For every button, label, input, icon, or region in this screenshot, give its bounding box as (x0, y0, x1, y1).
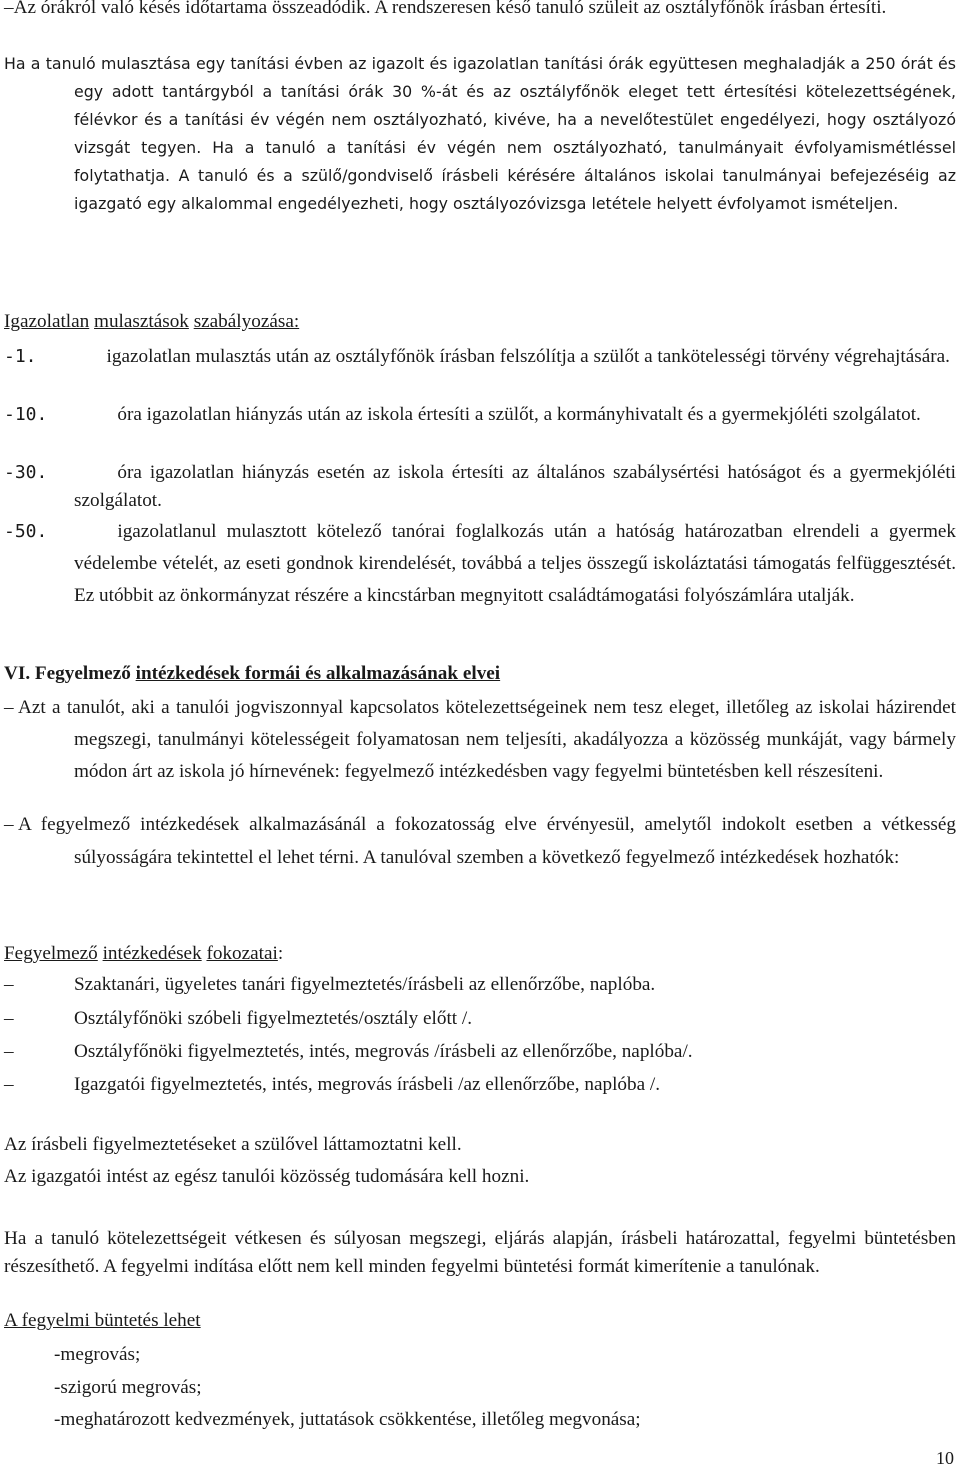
paragraph-disciplinary-basis: – Azt a tanulót, aki a tanulói jogviszonnyal kapcsolatos kötelezettségeinek nem tesz eleget, illetőleg az iskolai házirendet megszegi, tanulmányi kötelességeit folyamatosan nem teljesíti, akadályozza a közösség munkáját, vagy bármely módon árt az iskola jó hírnevének: fegyelmező intézkedésben vagy fegyelmi büntetésben kell részesíteni. (4, 692, 956, 788)
rule-30: -30. óra igazolatlan hiányzás esetén az iskola értesíti az általános szabálysértési hatóságot és a gyermekjóléti szolgálatot. (4, 462, 956, 511)
page-number: 10 (936, 1448, 954, 1468)
punishment-item: -szigorú megrovás; (54, 1377, 202, 1398)
section-title: VI. Fegyelmező intézkedések formái és alkalmazásának elvei (4, 663, 501, 684)
rule-10: -10. óra igazolatlan hiányzás után az iskola értesíti a szülőt, a kormányhivatalt és a gyermekjóléti szolgálatot. (4, 404, 921, 425)
rule-1: -1. igazolatlan mulasztás után az osztályfőnök írásban felszólítja a szülőt a tankötelességi törvény végrehajtására. (4, 346, 950, 367)
list-item: – Szaktanári, ügyeletes tanári figyelmeztetés/írásbeli az ellenőrzőbe, naplóba. (4, 971, 655, 999)
paragraph-disciplinary-punishment: Ha a tanuló kötelezettségeit vétkesen és súlyosan megszegi, eljárás alapján, írásbeli határozattal, fegyelmi büntetésben részesíthető. A fegyelmi indítása előtt nem kell minden fegyelmi büntetési formát kimerítenie a tanulónak. (4, 1228, 956, 1277)
heading-disciplinary-levels: Fegyelmező intézkedések fokozatai: (4, 943, 284, 964)
punishment-item: -meghatározott kedvezmények, juttatások csökkentése, illetőleg megvonása; (54, 1409, 641, 1430)
rule-50: -50. igazolatlanul mulasztott kötelező tanórai foglalkozás után a hatóság határozatban elrendeli a gyermek védelembe vételét, az eseti gondnok kirendelését, továbbá a teljes összegű iskoláztatási támogatás felfüggesztését. Ez utóbbit az önkormányzat részére a kincstárban megnyitott családtámogatási folyószámlára utalják. (4, 521, 956, 606)
dash-marker: – (4, 974, 14, 995)
absence-limit-text: Ha a tanuló mulasztása egy tanítási évben az igazolt és igazolatlan tanítási órák együttesen meghaladják a 250 órát és egy adott tantárgyból a tanítási órák 30 %-át és az osztályfőnök eleget tett értesítési kötelezettségének, félévkor és a tanítási év végén nem osztályozható, kivéve, ha a nevelőtestület engedélyezi, hogy osztályozó vizsgát tegyen. Ha a tanuló a tanítási év végén nem osztályozható, tanulmányait évfolyamismétléssel folytathatja. A tanuló és a szülő/gondviselő írásbeli kérésére általános iskolai tanulmányai befejezéséig az igazgató egy alkalommal engedélyezheti, hogy osztályozóvizsga letétele helyett évfolyamot ismételjen. (4, 54, 956, 213)
dash-marker: – (4, 697, 14, 718)
paragraph-gradualness: – A fegyelmező intézkedések alkalmazásánál a fokozatosság elve érvényesül, amelytől indokolt esetben a vétkesség súlyosságára tekintettel el lehet térni. A tanulóval szemben a következő fegyelmező intézkedések hozhatók: (4, 808, 956, 874)
paragraph-lateness: –Az órákról való késés időtartama összeadódik. A rendszeresen késő tanuló szüleit az osztályfőnök írásban értesíti. (4, 0, 887, 18)
list-item: – Igazgatói figyelmeztetés, intés, megrovás írásbeli /az ellenőrzőbe, naplóba /. (4, 1071, 660, 1099)
list-item: – Osztályfőnöki figyelmeztetés, intés, megrovás /írásbeli az ellenőrzőbe, naplóba/. (4, 1038, 693, 1066)
dash-marker: – (4, 1074, 14, 1095)
paragraph-absence-limit (4, 50, 956, 218)
dash-marker: – (4, 1008, 14, 1029)
paragraph-parent-signature: Az írásbeli figyelmeztetéseket a szülővel láttamoztatni kell. (4, 1134, 462, 1155)
list-item: – Osztályfőnöki szóbeli figyelmeztetés/osztály előtt /. (4, 1005, 472, 1033)
dash-marker: – (4, 814, 14, 835)
heading-unexcused-absences: Igazolatlan mulasztások szabályozása: (4, 311, 300, 332)
dash-marker: – (4, 1041, 14, 1062)
paragraph-principal-warning: Az igazgatói intést az egész tanulói közösség tudomására kell hozni. (4, 1166, 530, 1187)
heading-punishments: A fegyelmi büntetés lehet (4, 1310, 201, 1331)
punishment-item: -megrovás; (54, 1344, 141, 1365)
